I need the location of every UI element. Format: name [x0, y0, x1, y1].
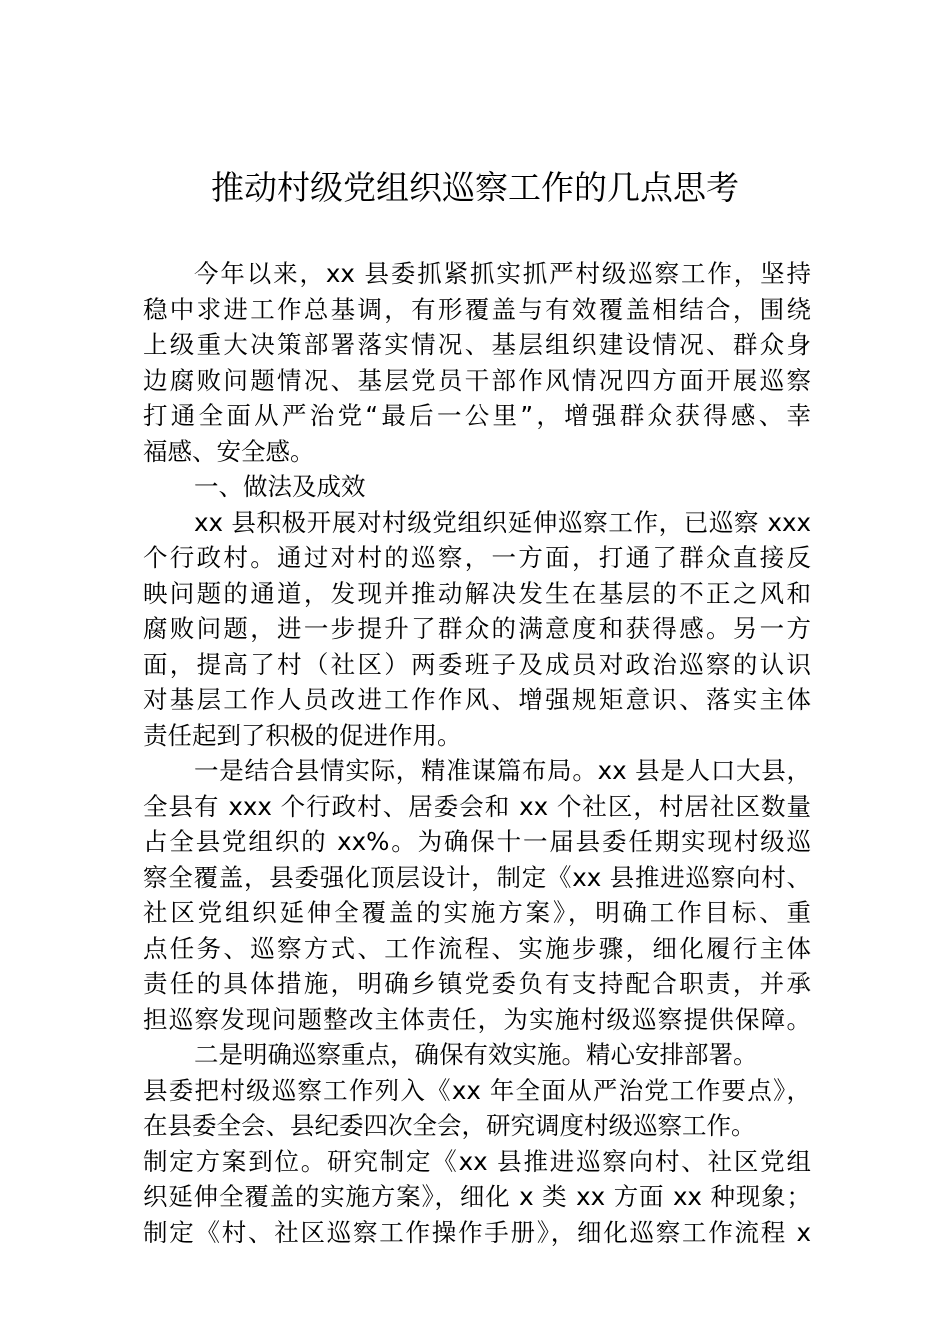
body-line: 制定方案到位。研究制定《xx 县推进巡察向村、社区党组 — [143, 1146, 811, 1176]
body-line: 制定《村、社区巡察工作操作手册》，细化巡察工作流程 x — [143, 1217, 811, 1247]
body-line: 一是结合县情实际，精准谋篇布局。xx 县是人口大县， — [194, 756, 811, 785]
body-line: 社区党组织延伸全覆盖的实施方案》，明确工作目标、重 — [143, 898, 811, 927]
document-body — [143, 256, 811, 1250]
body-line: 担巡察发现问题整改主体责任，为实施村级巡察提供保障。 — [143, 1004, 811, 1034]
body-line: 县委把村级巡察工作列入《xx 年全面从严治党工作要点》， — [143, 1075, 811, 1105]
body-line: 点任务、巡察方式、工作流程、实施步骤，细化履行主体 — [143, 933, 811, 963]
body-line: 责任起到了积极的促进作用。 — [143, 720, 462, 750]
body-line: 福感、安全感。 — [143, 436, 315, 466]
body-line: 今年以来，xx 县委抓紧抓实抓严村级巡察工作，坚持 — [194, 259, 811, 288]
body-line: 腐败问题，进一步提升了群众的满意度和获得感。另一方 — [143, 614, 811, 643]
body-line: 上级重大决策部署落实情况、基层组织建设情况、群众身 — [143, 330, 811, 359]
body-line: 织延伸全覆盖的实施方案》，细化 x 类 xx 方面 xx 种现象； — [143, 1182, 811, 1211]
body-line: xx 县积极开展对村级党组织延伸巡察工作，已巡察 xxx — [194, 507, 811, 537]
body-line: 映问题的通道，发现并推动解决发生在基层的不正之风和 — [143, 578, 811, 608]
body-line: 边腐败问题情况、基层党员干部作风情况四方面开展巡察 — [143, 365, 811, 395]
body-line: 个行政村。通过对村的巡察，一方面，打通了群众直接反 — [143, 543, 811, 572]
body-line: 察全覆盖，县委强化顶层设计，制定《xx 县推进巡察向村、 — [143, 862, 811, 892]
body-line: 在县委全会、县纪委四次全会，研究调度村级巡察工作。 — [143, 1111, 756, 1140]
body-line: 一、做法及成效 — [194, 472, 366, 501]
body-line: 占全县党组织的 xx%。为确保十一届县委任期实现村级巡 — [143, 827, 811, 856]
body-line: 面，提高了村（社区）两委班子及成员对政治巡察的认识 — [143, 649, 811, 679]
body-line: 对基层工作人员改进工作作风、增强规矩意识、落实主体 — [143, 685, 811, 714]
document-title: 推动村级党组织巡察工作的几点思考 — [211, 168, 739, 207]
body-line: 打通全面从严治党“最后一公里”，增强群众获得感、幸 — [143, 401, 811, 430]
body-line: 责任的具体措施，明确乡镇党委负有支持配合职责，并承 — [143, 969, 811, 998]
body-line: 稳中求进工作总基调，有形覆盖与有效覆盖相结合，围绕 — [143, 294, 811, 324]
body-line: 全县有 xxx 个行政村、居委会和 xx 个社区，村居社区数量 — [143, 791, 811, 821]
body-line: 二是明确巡察重点，确保有效实施。精心安排部署。 — [194, 1040, 758, 1069]
